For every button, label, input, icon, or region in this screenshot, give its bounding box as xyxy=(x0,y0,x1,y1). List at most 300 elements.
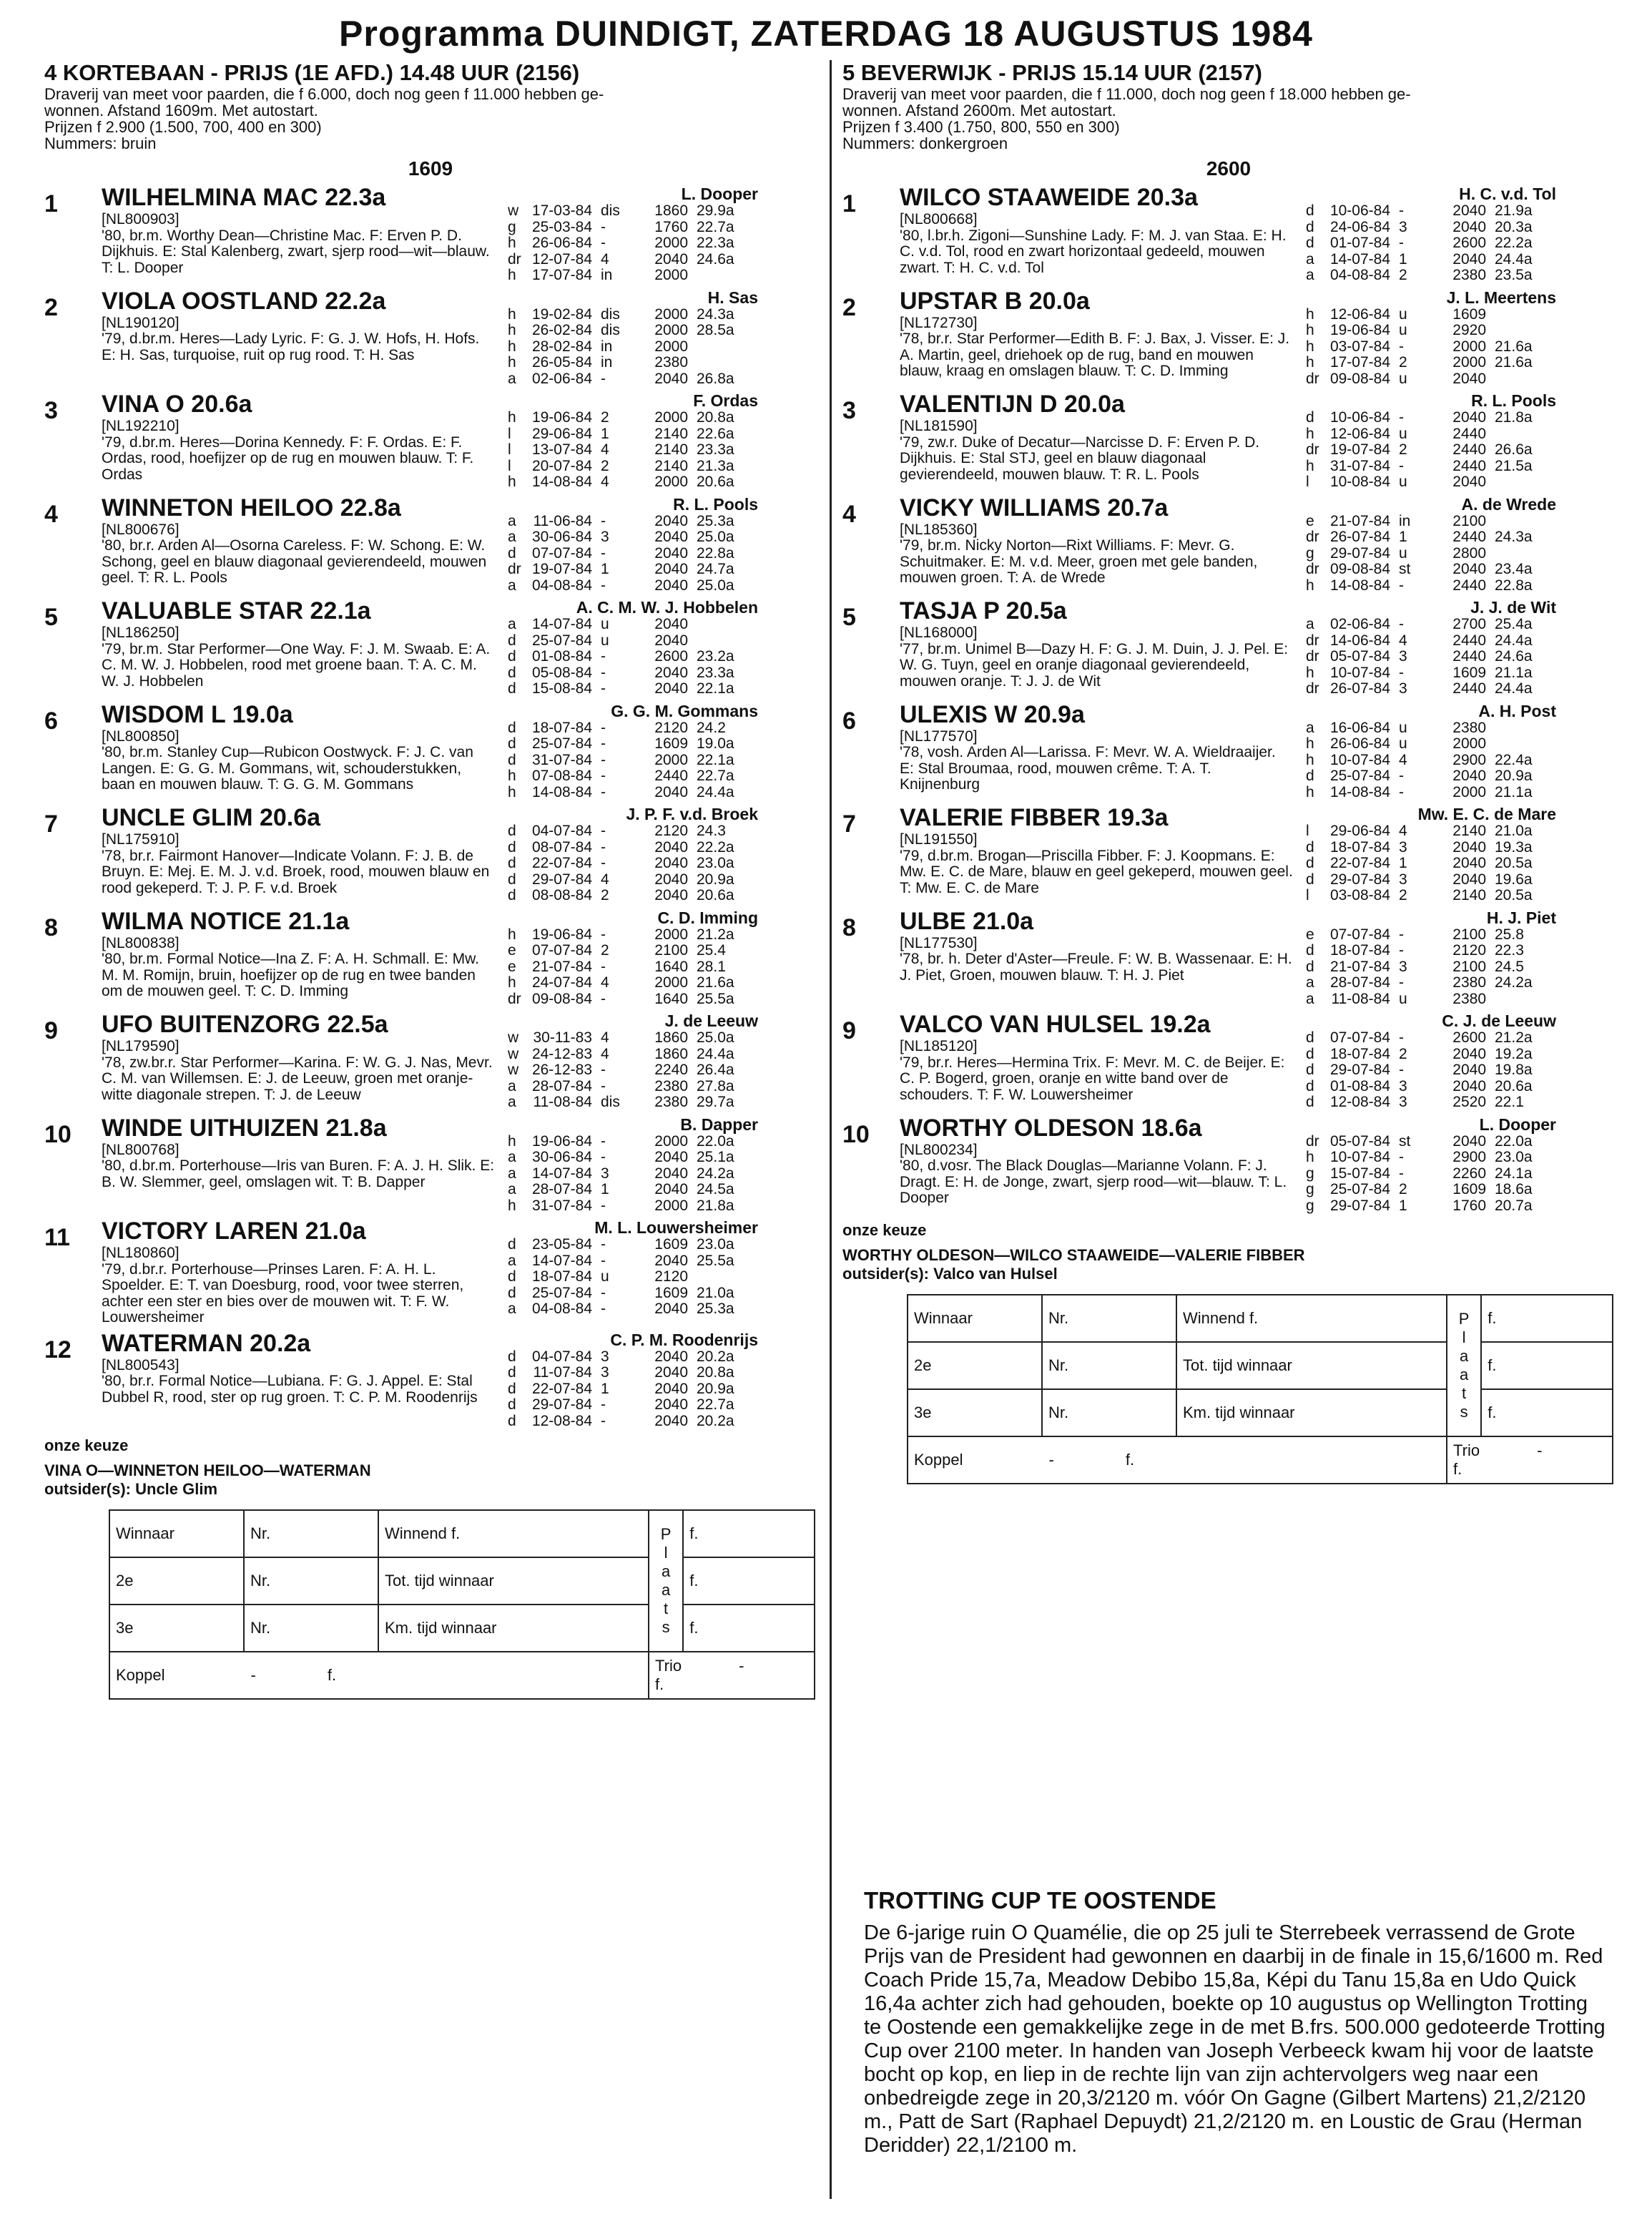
result-cell: 17-07-84 xyxy=(1329,354,1390,371)
result-cell: 2040 xyxy=(654,529,688,545)
dash: - xyxy=(1537,1441,1543,1459)
result-row xyxy=(508,235,747,252)
result-cell: 22.1a xyxy=(697,680,734,697)
result-row xyxy=(1306,959,1545,976)
horse-results xyxy=(508,700,758,801)
result-cell: l xyxy=(508,457,511,474)
result-row xyxy=(1306,442,1545,459)
horse-entry xyxy=(842,287,1615,388)
result-row xyxy=(508,681,747,697)
article-body: De 6-jarige ruin O Quamélie, die op 25 juli te Sterrebeek verrassend de Grote Prijs van de President had gewonnen en daarbij in de finale in 15,6/1600 m. Red Coach Pride 15,7a, Meadow Debibo 15,8a, Képi du Tanu 15,8a en Udo Quick 16,4a achter zich had gehouden, boekte op 10 augustus op Wellington Trotting te Oostende een gemakkelijke zege in de met B.frs. 500.000 gedoteerde Trotting Cup over 2100 meter. In handen van Joseph Verbeeck kwam hij voor de laatste bocht op kop, en liep in de rechte lijn van zijn achtervolgers weg naar een onbedreigde zege in 20,3/2120 m. vóór On Gagne (Gilbert Martens) 21,2/2120 m., Patt de Sart (Raphael Depuydt) 21,2/2120 m. en Loustic de Grau (Herman Deridder) 22,1/2100 m. xyxy=(864,1921,1606,2157)
race-conditions xyxy=(44,86,817,152)
result-cell: 27.8a xyxy=(697,1077,734,1094)
horse-info xyxy=(900,803,1293,904)
result-cell: - xyxy=(1399,457,1404,474)
driver-name: C. P. M. Roodenrijs xyxy=(610,1330,758,1349)
result-row xyxy=(1306,529,1545,546)
result-cell: 18-07-84 xyxy=(1329,838,1390,856)
result-cell: h xyxy=(1306,322,1314,338)
horse-description: '79, br.m. Star Performer—One Way. F: J. M. Swaab. E: A. C. M. W. J. Hobbelen, rood met groene baan. T: A. C. M. W. J. Hobbelen xyxy=(102,640,491,690)
result-cell: 22.8a xyxy=(697,544,734,562)
result-cell: 04-07-84 xyxy=(531,823,592,839)
entry-number: 1 xyxy=(44,190,58,217)
trio-cell xyxy=(649,1652,815,1699)
horse-description: '78, br. h. Deter d'Aster—Freule. F: W. B. Wassenaar. E: H. J. Piet, Groen, mouwen blauw. T: H. J. Piet xyxy=(900,951,1292,984)
horse-results xyxy=(508,494,758,594)
result-cell: 24.4a xyxy=(1495,680,1533,697)
result-row xyxy=(1306,1182,1545,1198)
result-cell: 19-02-84 xyxy=(531,305,592,323)
result-cell: h xyxy=(508,354,516,371)
result-cell: 22.4a xyxy=(1495,751,1533,768)
result-cell: 25-07-84 xyxy=(1329,768,1390,784)
result-cell: 15-07-84 xyxy=(1329,1165,1390,1182)
result-row xyxy=(1306,355,1545,371)
result-row xyxy=(508,1198,747,1215)
keuze-picks: VINA O—WINNETON HEILOO—WATERMAN xyxy=(44,1461,371,1479)
result-cell: 29.7a xyxy=(697,1094,734,1110)
result-cell: 10-08-84 xyxy=(1329,474,1390,490)
result-cell: d xyxy=(1306,958,1314,975)
result-cell: 2380 xyxy=(654,354,688,371)
result-cell xyxy=(1486,514,1545,530)
result-row xyxy=(508,1397,747,1414)
horse-registration: [NL181590] xyxy=(900,418,978,434)
result-cell: 2040 xyxy=(654,1165,688,1182)
result-cell: 2100 xyxy=(1452,958,1486,975)
result-cell: 2900 xyxy=(1452,751,1486,768)
result-cell: 20.3a xyxy=(1495,218,1533,235)
result-cell: - xyxy=(601,648,606,665)
result-cell: dis xyxy=(601,1094,620,1110)
result-cell: 2040 xyxy=(654,1300,688,1317)
result-cell: 22.8a xyxy=(1495,577,1533,594)
result-cell: 22.1a xyxy=(697,751,734,768)
result-cell: 2000 xyxy=(654,338,688,355)
horse-entry xyxy=(44,1329,817,1430)
result-cell: d xyxy=(1306,202,1314,219)
result-cell: e xyxy=(508,942,516,959)
results-table xyxy=(1306,203,1545,284)
result-row xyxy=(1306,975,1545,991)
result-cell: - xyxy=(601,1284,606,1301)
article-trotting-cup xyxy=(864,1887,1608,2157)
result-cell: h xyxy=(1306,425,1314,442)
result-cell: dr xyxy=(508,990,521,1007)
result-cell xyxy=(688,633,747,650)
result-cell: 14-07-84 xyxy=(531,1252,592,1269)
horse-entry xyxy=(842,1010,1615,1111)
result-cell: a xyxy=(508,1252,516,1269)
result-row xyxy=(508,514,747,530)
result-cell: 18-07-84 xyxy=(531,719,592,736)
result-cell: d xyxy=(1306,1045,1314,1062)
grid-cell: f. xyxy=(683,1510,815,1557)
result-cell: 2100 xyxy=(1452,512,1486,529)
result-cell: 29-07-84 xyxy=(1329,544,1390,562)
result-cell: 2 xyxy=(1399,267,1407,283)
result-cell xyxy=(1486,720,1545,737)
result-cell: 21.3a xyxy=(697,457,734,474)
result-row xyxy=(508,649,747,665)
entry-number: 5 xyxy=(842,604,856,631)
result-cell: 3 xyxy=(1399,218,1407,235)
result-row xyxy=(508,529,747,546)
horse-name: WINNETON HEILOO 22.8a xyxy=(102,494,401,521)
result-row xyxy=(1306,220,1545,236)
plaats-letter: P xyxy=(660,1525,672,1543)
page-title: Programma DUINDIGT, ZATERDAG 18 AUGUSTUS 1984 xyxy=(339,14,1313,54)
result-cell: - xyxy=(1399,616,1404,632)
horse-description: '79, br.m. Nicky Norton—Rixt Williams. F: Mevr. G. Schuitmaker. E: M. v.d. Meer, groen met gele banden, mouwen groen. T: A. de Wrede xyxy=(900,537,1258,586)
entry-number: 5 xyxy=(44,604,58,631)
result-cell: 25.1a xyxy=(697,1149,734,1165)
result-cell: d xyxy=(1306,1077,1314,1094)
result-row xyxy=(1306,514,1545,530)
result-cell: 14-07-84 xyxy=(531,616,592,632)
result-cell: 2140 xyxy=(654,441,688,458)
result-cell: 11-06-84 xyxy=(533,512,592,529)
result-cell: d xyxy=(1306,768,1314,784)
result-cell: 2040 xyxy=(654,616,688,632)
result-cell: - xyxy=(601,768,606,784)
result-cell: u xyxy=(1399,544,1407,562)
driver-name: M. L. Louwersheimer xyxy=(594,1218,758,1237)
horse-description: '78, br.r. Fairmont Hanover—Indicate Volann. F: J. B. de Bruyn. E: Mej. E. M. J. v.d. Broek, rood, mouwen blauw en rood gekeperd. T: J. P. F. v.d. Broek xyxy=(102,847,490,896)
horse-name: ULBE 21.0a xyxy=(900,907,1034,935)
result-cell: 2440 xyxy=(1452,457,1486,474)
result-cell: 2000 xyxy=(1452,338,1486,355)
horse-registration: [NL800676] xyxy=(102,521,180,538)
horse-results xyxy=(1306,597,1556,697)
result-cell: 2040 xyxy=(654,855,688,871)
result-cell: 31-07-84 xyxy=(1329,457,1390,474)
result-cell: 22.3 xyxy=(1495,942,1524,959)
result-cell: 08-08-84 xyxy=(531,887,592,903)
result-cell: 07-07-84 xyxy=(1329,926,1390,943)
result-cell: 29-07-84 xyxy=(531,871,592,888)
result-cell: h xyxy=(508,974,516,991)
horse-entry xyxy=(44,183,817,284)
result-cell: - xyxy=(601,855,606,871)
result-cell: - xyxy=(1399,1029,1404,1046)
result-cell: - xyxy=(601,735,606,752)
driver-name: C. D. Imming xyxy=(657,908,758,927)
result-cell: - xyxy=(1399,235,1404,251)
result-cell: d xyxy=(508,855,516,871)
result-cell: 25-07-84 xyxy=(531,632,592,649)
result-cell: d xyxy=(508,838,516,856)
driver-name: B. Dapper xyxy=(680,1115,758,1134)
result-cell: u xyxy=(1399,305,1407,323)
result-cell: 19.0a xyxy=(697,735,734,752)
horse-name: ULEXIS W 20.9a xyxy=(900,700,1085,728)
result-cell: - xyxy=(601,1077,606,1094)
result-cell: 29-07-84 xyxy=(1329,1197,1390,1214)
horse-name: VINA O 20.6a xyxy=(102,391,252,418)
entry-number: 3 xyxy=(842,397,856,424)
grid-cell: Nr. xyxy=(1042,1342,1176,1389)
result-row xyxy=(1306,426,1545,443)
result-cell: 2000 xyxy=(654,322,688,338)
driver-name: Mw. E. C. de Mare xyxy=(1417,805,1556,823)
results-table xyxy=(508,927,747,1008)
result-cell: 2120 xyxy=(654,823,688,839)
result-cell: d xyxy=(508,1268,516,1285)
result-cell: 25-07-84 xyxy=(1329,1181,1390,1197)
result-cell: d xyxy=(1306,871,1314,888)
result-cell: 25.4a xyxy=(1495,616,1533,632)
result-cell: - xyxy=(601,1236,606,1253)
horse-info xyxy=(102,287,495,388)
result-cell: 19.8a xyxy=(1495,1062,1533,1078)
horse-results xyxy=(1306,700,1556,801)
grid-cell: Nr. xyxy=(1042,1389,1176,1436)
entry-number: 10 xyxy=(842,1120,870,1148)
entry-number: 8 xyxy=(44,913,58,941)
results-table xyxy=(508,1134,747,1215)
result-row xyxy=(1306,1094,1545,1111)
result-cell: 22.3a xyxy=(697,235,734,251)
result-cell: 1860 xyxy=(654,202,688,219)
result-cell: 1860 xyxy=(654,1029,688,1046)
result-row xyxy=(1306,736,1545,753)
horse-registration: [NL177570] xyxy=(900,728,978,745)
horse-description: '78, vosh. Arden Al—Larissa. F: Mevr. W. A. Wieldraaijer. E: Stal Broumaa, rood, mouwen crême. T: A. T. Knijnenburg xyxy=(900,744,1276,793)
entry-number: 11 xyxy=(44,1224,70,1251)
result-row xyxy=(508,459,747,475)
result-row xyxy=(1306,474,1545,491)
entry-number: 6 xyxy=(44,707,58,735)
result-cell: d xyxy=(508,871,516,888)
horse-description: '79, d.br.r. Porterhouse—Prinses Laren. F: A. H. L. Spoelder. E: T. van Doesburg, rood, voor twee sterren, achter een ster en bies over de mouwen wit. T: F. W. Louwersheimer xyxy=(102,1260,464,1326)
result-cell: 29-06-84 xyxy=(531,425,592,442)
result-cell: 04-07-84 xyxy=(531,1348,592,1365)
horse-entry xyxy=(44,803,817,904)
result-cell: 28-02-84 xyxy=(531,338,592,355)
result-cell: 24.5 xyxy=(1495,958,1524,975)
result-cell: 10-06-84 xyxy=(1329,202,1390,219)
result-cell: 24.4a xyxy=(1495,632,1533,649)
result-cell: 18-07-84 xyxy=(1329,1045,1390,1062)
result-cell: 22.6a xyxy=(697,425,734,442)
horse-name: WILCO STAAWEIDE 20.3a xyxy=(900,184,1198,211)
prediction-grid xyxy=(907,1294,1613,1484)
result-cell: 2040 xyxy=(654,577,688,594)
result-cell: 20.5a xyxy=(1495,855,1533,871)
result-cell: 16-06-84 xyxy=(1329,719,1390,736)
result-cell: u xyxy=(1399,474,1407,490)
driver-name: R. L. Pools xyxy=(673,494,758,514)
horse-info xyxy=(102,183,495,284)
result-cell: 2040 xyxy=(654,1149,688,1165)
horse-results xyxy=(508,1217,758,1326)
result-cell: a xyxy=(1306,616,1314,632)
entry-number: 12 xyxy=(44,1336,72,1363)
result-cell: u xyxy=(1399,990,1407,1007)
result-row xyxy=(508,856,747,872)
result-cell: l xyxy=(1306,474,1309,490)
result-cell: 07-08-84 xyxy=(531,768,592,784)
condition-line: Nummers: bruin xyxy=(44,134,157,152)
result-cell: 1609 xyxy=(654,1236,688,1253)
result-cell: a xyxy=(1306,990,1314,1007)
result-cell: 10-07-84 xyxy=(1329,751,1390,768)
result-row xyxy=(508,959,747,976)
horse-info xyxy=(102,803,495,904)
result-row xyxy=(508,355,747,371)
result-cell: 2040 xyxy=(654,544,688,562)
result-cell: 2240 xyxy=(654,1062,688,1078)
result-cell: 1 xyxy=(1399,855,1407,871)
result-cell: 22.1 xyxy=(1495,1094,1524,1110)
result-row xyxy=(1306,1150,1545,1166)
dash: - xyxy=(739,1657,744,1675)
results-table xyxy=(1306,617,1545,697)
result-cell: d xyxy=(508,751,516,768)
result-cell: - xyxy=(1399,768,1404,784)
result-cell: d xyxy=(508,680,516,697)
horse-results xyxy=(1306,287,1556,388)
result-cell: 2040 xyxy=(1452,474,1486,490)
result-cell: dr xyxy=(1306,561,1319,577)
result-cell: h xyxy=(508,322,516,338)
result-cell: 2040 xyxy=(1452,1132,1486,1150)
plaats-label xyxy=(1447,1295,1481,1436)
result-row xyxy=(508,1269,747,1285)
result-cell: - xyxy=(1399,409,1404,426)
result-cell: 2600 xyxy=(654,648,688,665)
result-cell: 21.6a xyxy=(1495,338,1533,355)
result-cell: - xyxy=(601,1300,606,1317)
result-row xyxy=(508,1079,747,1095)
result-cell: 2440 xyxy=(1452,529,1486,545)
result-cell: 1760 xyxy=(654,218,688,235)
result-row xyxy=(508,203,747,220)
result-cell: 23.2a xyxy=(697,648,734,665)
result-cell: h xyxy=(1306,1149,1314,1165)
result-row xyxy=(508,442,747,459)
result-cell: 2440 xyxy=(1452,648,1486,665)
horse-description: '79, d.br.m. Heres—Dorina Kennedy. F: F. Ordas. E: F. Ordas, rood, hoefijzer op de rug en mouwen blauw. T: F. Ordas xyxy=(102,433,474,483)
grid-cell: f. xyxy=(1481,1389,1613,1436)
result-cell: 26.8a xyxy=(697,370,734,387)
result-cell: 2380 xyxy=(1452,719,1486,736)
result-cell: 21.0a xyxy=(697,1284,734,1301)
grid-cell: Nr. xyxy=(244,1605,378,1652)
result-cell: 25.4 xyxy=(697,942,726,959)
result-cell: 24-06-84 xyxy=(1329,218,1390,235)
result-row xyxy=(1306,1198,1545,1215)
horse-results xyxy=(1306,390,1556,491)
result-cell: h xyxy=(1306,735,1314,752)
result-cell: 2040 xyxy=(1452,768,1486,784)
result-cell: 12-07-84 xyxy=(531,250,592,268)
result-cell: 3 xyxy=(1399,958,1407,975)
result-cell: 21.2a xyxy=(1495,1029,1533,1046)
result-cell: 2040 xyxy=(1452,561,1486,577)
result-cell: 2120 xyxy=(654,719,688,736)
horse-registration: [NL192210] xyxy=(102,418,180,434)
result-cell: 2 xyxy=(1399,354,1407,371)
grid-cell: Winnend f. xyxy=(378,1510,649,1557)
entry-number: 4 xyxy=(44,500,58,528)
entry-number: 7 xyxy=(842,810,856,838)
result-cell: h xyxy=(508,474,516,490)
result-cell: 2000 xyxy=(654,751,688,768)
result-cell: 2120 xyxy=(654,1268,688,1285)
result-cell: w xyxy=(508,1045,519,1062)
result-cell: h xyxy=(1306,354,1314,371)
result-row xyxy=(1306,1062,1545,1079)
result-cell: - xyxy=(601,370,606,387)
horse-name: VICTORY LAREN 21.0a xyxy=(102,1218,366,1245)
result-cell: 14-07-84 xyxy=(531,1165,592,1182)
result-cell: 2440 xyxy=(1452,632,1486,649)
horse-name: UPSTAR B 20.0a xyxy=(900,287,1090,315)
result-cell: 26-05-84 xyxy=(531,354,592,371)
horse-registration: [NL800768] xyxy=(102,1141,180,1158)
keuze-label: onze keuze xyxy=(44,1436,129,1454)
result-cell: 2040 xyxy=(654,250,688,268)
result-cell: 21.6a xyxy=(697,974,734,991)
result-row xyxy=(508,1030,747,1047)
horse-description: '79, d.br.m. Heres—Lady Lyric. F: G. J. W. Hofs, H. Hofs. E: H. Sas, turquoise, ruit op rug rood. T: H. Sas xyxy=(102,330,480,363)
results-table xyxy=(1306,1134,1545,1215)
result-cell: 2140 xyxy=(654,457,688,474)
result-cell: 2040 xyxy=(1452,218,1486,235)
result-cell: 21-07-84 xyxy=(1329,958,1390,975)
result-row xyxy=(508,252,747,268)
horse-registration: [NL179590] xyxy=(102,1038,180,1054)
result-row xyxy=(1306,323,1545,339)
result-cell: 24.6a xyxy=(1495,648,1533,665)
result-cell: g xyxy=(1306,1165,1314,1182)
result-cell: l xyxy=(1306,823,1309,839)
result-cell: 24.5a xyxy=(697,1181,734,1197)
horse-entry xyxy=(842,597,1615,697)
result-row xyxy=(1306,546,1545,562)
result-cell: d xyxy=(508,823,516,839)
result-cell: h xyxy=(1306,457,1314,474)
results-table xyxy=(508,1237,747,1318)
result-row xyxy=(508,1062,747,1079)
result-row xyxy=(1306,1047,1545,1063)
grid-cell: Winnaar xyxy=(109,1510,244,1557)
result-cell: 1 xyxy=(1399,250,1407,268)
result-cell: - xyxy=(601,990,606,1007)
result-cell: 2 xyxy=(1399,887,1407,903)
horse-entry xyxy=(44,287,817,388)
result-cell: 13-07-84 xyxy=(531,441,592,458)
result-cell: 26-06-84 xyxy=(1329,735,1390,752)
result-cell: a xyxy=(508,1149,516,1165)
grid-cell: f. xyxy=(683,1605,815,1652)
horse-entry xyxy=(842,907,1615,1008)
result-row xyxy=(508,546,747,562)
horse-results xyxy=(1306,1010,1556,1111)
result-cell: - xyxy=(601,544,606,562)
result-cell: 4 xyxy=(1399,823,1407,839)
result-row xyxy=(508,720,747,737)
result-cell: 24.2 xyxy=(697,719,726,736)
result-cell: 1640 xyxy=(654,958,688,975)
result-row xyxy=(1306,410,1545,426)
keuze-picks: WORTHY OLDESON—WILCO STAAWEIDE—VALERIE FIBBER xyxy=(842,1246,1305,1264)
result-cell: 19.2a xyxy=(1495,1045,1533,1062)
result-cell: 26.6a xyxy=(1495,441,1533,458)
horse-registration: [NL168000] xyxy=(900,624,978,641)
